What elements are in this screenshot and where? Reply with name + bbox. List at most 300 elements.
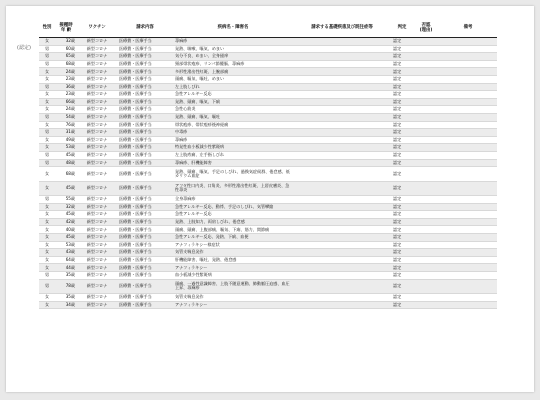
- cell-judgment: 認定: [391, 106, 413, 114]
- cell-claim: 医療費・医療手当: [117, 98, 173, 106]
- col-header-vaccine: ワクチン: [77, 20, 117, 38]
- cell-denial: [413, 203, 439, 211]
- cell-judgment: 認定: [391, 211, 413, 219]
- cell-vaccine: 新型コロナ: [77, 218, 117, 226]
- table-row: [39, 106, 497, 114]
- cell-remarks: [439, 106, 497, 114]
- cell-sex: 男: [39, 151, 55, 159]
- table-row: [39, 151, 497, 159]
- cell-remarks: [439, 68, 497, 76]
- cell-age: 35歳: [55, 272, 77, 280]
- cell-underlying: [293, 203, 391, 211]
- cell-sex: 女: [39, 218, 55, 226]
- cell-age: 24歳: [55, 106, 77, 114]
- cell-age: 45歳: [55, 211, 77, 219]
- cell-claim: 医療費・医療手当: [117, 264, 173, 272]
- table-row: [39, 144, 497, 152]
- table-row: [39, 203, 497, 211]
- cell-age: 23歳: [55, 75, 77, 83]
- cell-vaccine: 新型コロナ: [77, 60, 117, 68]
- cell-sex: 女: [39, 256, 55, 264]
- col-header-age: 接種時 年 齢: [55, 20, 77, 38]
- cell-disease: 発熱、頭痛、嘔気、下痢: [173, 98, 293, 106]
- cell-sex: 女: [39, 234, 55, 242]
- table-row: [39, 38, 497, 46]
- cell-underlying: [293, 53, 391, 61]
- cell-underlying: [293, 113, 391, 121]
- cell-remarks: [439, 129, 497, 137]
- table-row: [39, 249, 497, 257]
- cell-age: 35歳: [55, 294, 77, 302]
- cell-remarks: [439, 45, 497, 53]
- cell-sex: 女: [39, 91, 55, 99]
- cell-claim: 医療費・医療手当: [117, 38, 173, 46]
- cell-vaccine: 新型コロナ: [77, 264, 117, 272]
- cell-disease: 気分不良、めまい、全身掻痒: [173, 53, 293, 61]
- cell-vaccine: 新型コロナ: [77, 211, 117, 219]
- cell-remarks: [439, 121, 497, 129]
- cell-vaccine: 新型コロナ: [77, 203, 117, 211]
- cell-age: 24歳: [55, 68, 77, 76]
- cell-underlying: [293, 256, 391, 264]
- cell-remarks: [439, 272, 497, 280]
- cell-remarks: [439, 75, 497, 83]
- cell-underlying: [293, 129, 391, 137]
- cell-sex: 男: [39, 129, 55, 137]
- cell-claim: 医療費・医療手当: [117, 113, 173, 121]
- cell-vaccine: 新型コロナ: [77, 234, 117, 242]
- cell-denial: [413, 45, 439, 53]
- cell-remarks: [439, 234, 497, 242]
- cell-vaccine: 新型コロナ: [77, 196, 117, 204]
- relief-table: [39, 20, 497, 309]
- cell-sex: 女: [39, 121, 55, 129]
- cell-underlying: [293, 136, 391, 144]
- cell-underlying: [293, 144, 391, 152]
- cell-age: 40歳: [55, 226, 77, 234]
- cell-remarks: [439, 181, 497, 196]
- cell-judgment: 認定: [391, 151, 413, 159]
- col-header-denial: 否認 (理由): [413, 20, 439, 38]
- cell-judgment: 認定: [391, 129, 413, 137]
- cell-judgment: 認定: [391, 294, 413, 302]
- cell-sex: 男: [39, 159, 55, 167]
- col-header-remarks: 備考: [439, 20, 497, 38]
- cell-judgment: 認定: [391, 121, 413, 129]
- cell-claim: 医療費・医療手当: [117, 196, 173, 204]
- cell-age: 42歳: [55, 218, 77, 226]
- cell-age: 23歳: [55, 91, 77, 99]
- col-header-sex: 性別: [39, 20, 55, 38]
- cell-claim: 医療費・医療手当: [117, 68, 173, 76]
- table-row: [39, 68, 497, 76]
- cell-remarks: [439, 98, 497, 106]
- cell-denial: [413, 91, 439, 99]
- cell-remarks: [439, 241, 497, 249]
- table-row: [39, 113, 497, 121]
- cell-age: 76歳: [55, 121, 77, 129]
- cell-disease: 気管支喘息発作: [173, 249, 293, 257]
- cell-claim: 医療費・医療手当: [117, 136, 173, 144]
- cell-age: 32歳: [55, 38, 77, 46]
- cell-disease: 発熱、咳嗽、嘔気、めまい: [173, 45, 293, 53]
- cell-sex: 女: [39, 211, 55, 219]
- cell-claim: 医療費・医療手当: [117, 249, 173, 257]
- cell-disease: アフタ性口内炎、口角炎、多形性滲出性紅斑、上唇皮膚炎、急性蕁炎: [173, 181, 293, 196]
- cell-remarks: [439, 256, 497, 264]
- cell-claim: 医療費・医療手当: [117, 151, 173, 159]
- cell-age: 36歳: [55, 83, 77, 91]
- cell-claim: 医療費・医療手当: [117, 181, 173, 196]
- cell-judgment: 認定: [391, 113, 413, 121]
- cell-judgment: 認定: [391, 241, 413, 249]
- cell-vaccine: 新型コロナ: [77, 167, 117, 182]
- cell-underlying: [293, 301, 391, 309]
- cell-claim: 医療費・医療手当: [117, 301, 173, 309]
- cell-vaccine: 新型コロナ: [77, 294, 117, 302]
- cell-vaccine: 新型コロナ: [77, 53, 117, 61]
- cell-denial: [413, 38, 439, 46]
- cell-vaccine: 新型コロナ: [77, 75, 117, 83]
- cell-sex: 男: [39, 53, 55, 61]
- table-row: [39, 294, 497, 302]
- cell-underlying: [293, 181, 391, 196]
- cell-denial: [413, 159, 439, 167]
- cell-disease: 中毒疹: [173, 129, 293, 137]
- cell-age: 45歳: [55, 181, 77, 196]
- cell-age: 48歳: [55, 159, 77, 167]
- cell-claim: 医療費・医療手当: [117, 294, 173, 302]
- cell-claim: 医療費・医療手当: [117, 234, 173, 242]
- cell-age: 53歳: [55, 241, 77, 249]
- cell-denial: [413, 113, 439, 121]
- cell-judgment: 認定: [391, 203, 413, 211]
- table-row: [39, 136, 497, 144]
- cell-disease: 左上肢しびれ: [173, 83, 293, 91]
- cell-denial: [413, 241, 439, 249]
- cell-judgment: 認定: [391, 234, 413, 242]
- table-row: [39, 226, 497, 234]
- cell-underlying: [293, 159, 391, 167]
- cell-sex: 女: [39, 136, 55, 144]
- cell-vaccine: 新型コロナ: [77, 151, 117, 159]
- cell-judgment: 認定: [391, 218, 413, 226]
- cell-sex: 女: [39, 75, 55, 83]
- col-header-claim: 請求内容: [117, 20, 173, 38]
- cell-sex: 女: [39, 203, 55, 211]
- table-row: [39, 272, 497, 280]
- table-row: [39, 196, 497, 204]
- cell-judgment: 認定: [391, 279, 413, 294]
- cell-denial: [413, 264, 439, 272]
- cell-remarks: [439, 203, 497, 211]
- cell-remarks: [439, 249, 497, 257]
- cell-vaccine: 新型コロナ: [77, 38, 117, 46]
- cell-disease: 蕁麻疹: [173, 38, 293, 46]
- table-row: [39, 121, 497, 129]
- table-row: [39, 53, 497, 61]
- cell-underlying: [293, 234, 391, 242]
- cell-underlying: [293, 98, 391, 106]
- cell-judgment: 認定: [391, 53, 413, 61]
- cell-underlying: [293, 264, 391, 272]
- cell-remarks: [439, 218, 497, 226]
- table-row: [39, 234, 497, 242]
- table-row: [39, 75, 497, 83]
- cell-underlying: [293, 241, 391, 249]
- cell-age: 32歳: [55, 203, 77, 211]
- cell-age: 43歳: [55, 249, 77, 257]
- cell-sex: 女: [39, 38, 55, 46]
- cell-sex: 男: [39, 113, 55, 121]
- cell-judgment: 認定: [391, 60, 413, 68]
- cell-sex: 女: [39, 226, 55, 234]
- document-page: [6, 6, 534, 392]
- cell-vaccine: 新型コロナ: [77, 226, 117, 234]
- cell-underlying: [293, 218, 391, 226]
- side-note: (認定): [17, 45, 31, 51]
- cell-underlying: [293, 272, 391, 280]
- cell-underlying: [293, 226, 391, 234]
- cell-age: 49歳: [55, 136, 77, 144]
- cell-vaccine: 新型コロナ: [77, 159, 117, 167]
- cell-claim: 医療費・医療手当: [117, 279, 173, 294]
- cell-vaccine: 新型コロナ: [77, 279, 117, 294]
- cell-age: 31歳: [55, 129, 77, 137]
- cell-denial: [413, 211, 439, 219]
- cell-sex: 女: [39, 301, 55, 309]
- table-row: [39, 159, 497, 167]
- cell-disease: 蕁麻疹、肝機能障害: [173, 159, 293, 167]
- cell-sex: 男: [39, 279, 55, 294]
- cell-disease: 多形性滲出性紅斑、上腕部痛: [173, 68, 293, 76]
- cell-underlying: [293, 106, 391, 114]
- cell-age: 53歳: [55, 144, 77, 152]
- cell-claim: 医療費・医療手当: [117, 241, 173, 249]
- cell-claim: 医療費・医療手当: [117, 91, 173, 99]
- cell-sex: 女: [39, 249, 55, 257]
- cell-denial: [413, 83, 439, 91]
- table-row: [39, 98, 497, 106]
- cell-sex: 男: [39, 272, 55, 280]
- cell-vaccine: 新型コロナ: [77, 301, 117, 309]
- cell-sex: 男: [39, 83, 55, 91]
- cell-denial: [413, 301, 439, 309]
- cell-underlying: [293, 279, 391, 294]
- cell-claim: 医療費・医療手当: [117, 218, 173, 226]
- cell-vaccine: 新型コロナ: [77, 129, 117, 137]
- cell-remarks: [439, 279, 497, 294]
- cell-sex: 女: [39, 98, 55, 106]
- cell-judgment: 認定: [391, 136, 413, 144]
- cell-sex: 男: [39, 196, 55, 204]
- cell-remarks: [439, 294, 497, 302]
- cell-remarks: [439, 53, 497, 61]
- table-body: [39, 38, 497, 309]
- cell-denial: [413, 218, 439, 226]
- cell-remarks: [439, 264, 497, 272]
- header-row: [39, 20, 497, 38]
- col-header-judgment: 判定: [391, 20, 413, 38]
- table-row: [39, 256, 497, 264]
- cell-age: 44歳: [55, 264, 77, 272]
- cell-age: 68歳: [55, 167, 77, 182]
- cell-disease: 発熱、上肢知力、両肩しびれ、倦怠感: [173, 218, 293, 226]
- cell-underlying: [293, 167, 391, 182]
- cell-claim: 医療費・医療手当: [117, 53, 173, 61]
- cell-disease: 頸部帯状疱疹、リンパ節腫脹、蕁麻疹: [173, 60, 293, 68]
- cell-claim: 医療費・医療手当: [117, 83, 173, 91]
- cell-underlying: [293, 121, 391, 129]
- cell-disease: 帯状疱疹、帯状疱疹後神経痛: [173, 121, 293, 129]
- cell-denial: [413, 234, 439, 242]
- col-header-underlying: 請求する基礎疾患及び既往症等: [293, 20, 391, 38]
- cell-vaccine: 新型コロナ: [77, 113, 117, 121]
- cell-claim: 医療費・医療手当: [117, 167, 173, 182]
- cell-disease: アナフィラキシー: [173, 264, 293, 272]
- cell-vaccine: 新型コロナ: [77, 121, 117, 129]
- cell-disease: 急性心筋炎: [173, 106, 293, 114]
- cell-denial: [413, 144, 439, 152]
- cell-vaccine: 新型コロナ: [77, 144, 117, 152]
- cell-claim: 医療費・医療手当: [117, 45, 173, 53]
- cell-underlying: [293, 68, 391, 76]
- cell-remarks: [439, 83, 497, 91]
- cell-denial: [413, 181, 439, 196]
- cell-vaccine: 新型コロナ: [77, 68, 117, 76]
- cell-underlying: [293, 45, 391, 53]
- cell-sex: 男: [39, 60, 55, 68]
- cell-remarks: [439, 301, 497, 309]
- cell-judgment: 認定: [391, 181, 413, 196]
- cell-age: 45歳: [55, 151, 77, 159]
- cell-disease: 肝機能障害、嘔吐、発熱、倦怠感: [173, 256, 293, 264]
- table-row: [39, 241, 497, 249]
- table-row: [39, 279, 497, 294]
- cell-claim: 医療費・医療手当: [117, 159, 173, 167]
- cell-age: 66歳: [55, 98, 77, 106]
- cell-vaccine: 新型コロナ: [77, 249, 117, 257]
- table-row: [39, 60, 497, 68]
- cell-denial: [413, 167, 439, 182]
- cell-denial: [413, 53, 439, 61]
- cell-sex: 女: [39, 144, 55, 152]
- cell-judgment: 認定: [391, 256, 413, 264]
- cell-disease: 左上肢疼痛、左手指しびれ: [173, 151, 293, 159]
- cell-underlying: [293, 196, 391, 204]
- cell-sex: 女: [39, 167, 55, 182]
- cell-disease: 急性アレルギー反応、発熱、下痢、血便: [173, 234, 293, 242]
- cell-judgment: 認定: [391, 264, 413, 272]
- cell-underlying: [293, 83, 391, 91]
- cell-underlying: [293, 211, 391, 219]
- cell-judgment: 認定: [391, 167, 413, 182]
- cell-age: 60歳: [55, 45, 77, 53]
- cell-judgment: 認定: [391, 98, 413, 106]
- cell-judgment: 認定: [391, 226, 413, 234]
- cell-underlying: [293, 294, 391, 302]
- cell-remarks: [439, 91, 497, 99]
- cell-disease: 特発性血小板減少性紫斑病: [173, 144, 293, 152]
- cell-vaccine: 新型コロナ: [77, 106, 117, 114]
- cell-claim: 医療費・医療手当: [117, 75, 173, 83]
- cell-sex: 女: [39, 294, 55, 302]
- cell-remarks: [439, 60, 497, 68]
- cell-judgment: 認定: [391, 144, 413, 152]
- cell-remarks: [439, 226, 497, 234]
- cell-remarks: [439, 159, 497, 167]
- cell-claim: 医療費・医療手当: [117, 256, 173, 264]
- cell-disease: 全身蕁麻疹: [173, 196, 293, 204]
- cell-disease: 頭痛、頭痛、上腹部痛、嘔気、下痢、筋力、関節痛: [173, 226, 293, 234]
- cell-underlying: [293, 38, 391, 46]
- cell-remarks: [439, 167, 497, 182]
- cell-remarks: [439, 196, 497, 204]
- cell-denial: [413, 129, 439, 137]
- cell-claim: 医療費・医療手当: [117, 144, 173, 152]
- cell-denial: [413, 136, 439, 144]
- table-row: [39, 301, 497, 309]
- cell-denial: [413, 294, 439, 302]
- cell-claim: 医療費・医療手当: [117, 211, 173, 219]
- cell-claim: 医療費・医療手当: [117, 60, 173, 68]
- cell-judgment: 認定: [391, 272, 413, 280]
- cell-sex: 女: [39, 68, 55, 76]
- cell-claim: 医療費・医療手当: [117, 121, 173, 129]
- cell-age: 68歳: [55, 60, 77, 68]
- table-row: [39, 218, 497, 226]
- cell-claim: 医療費・医療手当: [117, 272, 173, 280]
- cell-disease: アナフィラキシー様症状: [173, 241, 293, 249]
- table-row: [39, 167, 497, 182]
- cell-claim: 医療費・医療手当: [117, 106, 173, 114]
- cell-sex: 女: [39, 106, 55, 114]
- cell-remarks: [439, 151, 497, 159]
- cell-disease: 発熱、頭痛、嘔気、嘔吐: [173, 113, 293, 121]
- cell-age: 34歳: [55, 301, 77, 309]
- cell-vaccine: 新型コロナ: [77, 241, 117, 249]
- cell-sex: 男: [39, 45, 55, 53]
- cell-denial: [413, 68, 439, 76]
- table-row: [39, 83, 497, 91]
- table-row: [39, 91, 497, 99]
- table-row: [39, 45, 497, 53]
- cell-vaccine: 新型コロナ: [77, 136, 117, 144]
- cell-claim: 医療費・医療手当: [117, 226, 173, 234]
- cell-disease: 血小板減少性紫斑病: [173, 272, 293, 280]
- cell-vaccine: 新型コロナ: [77, 91, 117, 99]
- cell-disease: 急性アレルギー反応、動悸、手足のしびれ、気管攣縮: [173, 203, 293, 211]
- cell-denial: [413, 121, 439, 129]
- cell-denial: [413, 249, 439, 257]
- cell-vaccine: 新型コロナ: [77, 98, 117, 106]
- cell-judgment: 認定: [391, 249, 413, 257]
- cell-denial: [413, 98, 439, 106]
- cell-remarks: [439, 136, 497, 144]
- cell-claim: 医療費・医療手当: [117, 203, 173, 211]
- cell-remarks: [439, 211, 497, 219]
- cell-underlying: [293, 75, 391, 83]
- table-row: [39, 264, 497, 272]
- cell-vaccine: 新型コロナ: [77, 181, 117, 196]
- cell-denial: [413, 60, 439, 68]
- cell-vaccine: 新型コロナ: [77, 256, 117, 264]
- cell-denial: [413, 279, 439, 294]
- cell-sex: 女: [39, 241, 55, 249]
- cell-age: 65歳: [55, 53, 77, 61]
- cell-vaccine: 新型コロナ: [77, 45, 117, 53]
- cell-sex: 女: [39, 264, 55, 272]
